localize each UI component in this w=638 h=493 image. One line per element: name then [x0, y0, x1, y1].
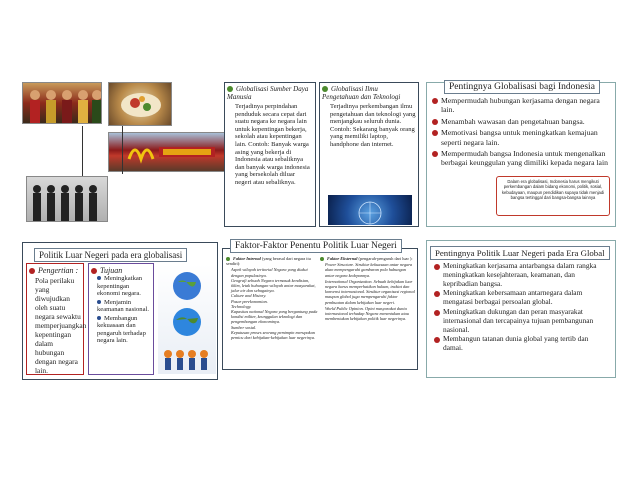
pentingnya-politik-item: Meningkatkan kerjasama antarbangsa dalam rangka meningkatkan kesejahteraan, keamanan, dan kepribadian bangsa.	[434, 262, 610, 288]
globe-icon	[328, 195, 412, 225]
globalisasi-sdm-panel	[224, 82, 316, 227]
internal-item: Culture and History.	[231, 293, 267, 299]
tujuan-box	[88, 263, 154, 375]
sdm-body: Terjadinya perpindahan penduduk secara cepat dari suatu negara ke negara lain untuk kepentingan bekerja, sekolah atau kepentingan lain. Contoh: Banyak warga asing yang bekerja di Indonesia atau sebaliknya dan banyak warga indonesia yang bersekolah diluar negeri atau sebaliknya.	[235, 103, 310, 186]
sdm-title: Globalisasi Sumber Daya Manusia	[227, 85, 309, 101]
pentingnya-politik-title: Pentingnya Politik Luar Negeri pada Era Global	[430, 246, 610, 260]
internal-list	[231, 267, 318, 340]
faktor-internal-col	[226, 256, 318, 340]
bullet-icon	[227, 86, 233, 92]
globe-people-image	[158, 264, 216, 374]
internal-item: Kapasitas national Negara yang bergantung pada kondisi militer, keunggulan teknologi dan pengembangan ekonominya.	[231, 309, 318, 325]
pentingnya-item: Mempermudah bangsa Indonesia untuk mengenalkan berbagai keunggulan yang dimiliki kepada negara lain	[432, 149, 612, 168]
faktor-title: Faktor-Faktor Penentu Politik Luar Negeri	[230, 239, 402, 253]
internal-item: Sumber sosial.	[231, 324, 257, 330]
arrow-line-1	[122, 126, 123, 174]
photo-collage	[22, 82, 227, 222]
pengertian-box	[26, 263, 87, 375]
eksternal-item: Power Structure. Struktur kekuasaan antar negara akan mempengaruhi gambaran pola hubungan antar negara kedepannya.	[325, 262, 413, 278]
iptek-body: Terjadinya perkembangan ilmu pengetahuan dan teknologi yang menjangkau seluruh dunia. Contoh: Sekarang banyak orang yang memiliki laptop, handphone dan internet.	[330, 103, 416, 148]
iptek-title: Globalisasi Ilmu Pengetahuan dan Teknologi	[322, 85, 401, 101]
faktor-eksternal-col	[320, 256, 416, 321]
tujuan-item: Menjamin keamanan nasional.	[97, 298, 149, 313]
pentingnya-item: Memotivasi bangsa untuk meningkatkan kemajuan seperti negara lain.	[432, 128, 612, 147]
group-members-icon	[27, 177, 108, 222]
indonesian-food-photo	[108, 82, 172, 126]
bullet-icon	[322, 86, 328, 92]
mcdonalds-restaurant-photo	[108, 132, 226, 172]
bullet-icon	[320, 257, 324, 261]
pentingnya-politik-item: Meningkatkan dukungan dan peran masyarakat internasional dan tercapainya tujuan pembangunan nasional.	[434, 308, 610, 334]
pentingnya-globalisasi-title: Pentingnya Globalisasi bagi Indonesia	[444, 80, 600, 94]
tujuan-title: Tujuan	[100, 266, 123, 275]
internal-item: Aspek wilayah teritorial Negara yang diakui dengan populasinya.	[231, 267, 308, 278]
bullet-icon	[29, 268, 35, 274]
bullet-icon	[97, 300, 101, 304]
people-figures-icon	[23, 83, 102, 124]
internal-item: Keputusan proses seorang pemimpin merupakan pemicu dari kebijakan-kebijakan luar negerinya.	[231, 329, 316, 341]
world-globe-icon	[158, 264, 216, 374]
globalisasi-callout: Dalam era globalisasi, Indonesia harus mengikuti perkembangan dalam bidang ekonomi, politik, sosial, kebudayaan, maupun pendidikan supaya tidak menjadi bangsa tertinggal dari bangsa-bangsa lainnya	[496, 176, 610, 216]
eksternal-item: International Organization. Sebuah kebijakan luar negara harus memperhatikan hukum, traktat dan konvensi internasional. Struktur organisasi regional maupun global juga mempengaruhi faktor pembuatan dalam kebijakan luar negeri.	[325, 278, 415, 305]
bullet-icon	[97, 316, 101, 320]
tujuan-list	[97, 275, 151, 345]
eksternal-sub: (pengaruh-pengaruh dari luar ):	[358, 256, 413, 261]
pentingnya-politik-item: Membangun tatanan dunia global yang tertib dan damai.	[434, 335, 610, 353]
kpop-group-photo	[26, 176, 108, 222]
eksternal-list	[325, 262, 416, 321]
globalisasi-iptek-panel	[319, 82, 419, 227]
arrow-line-2	[82, 126, 83, 176]
pentingnya-item: Mempermudah hubungan kerjasama dengan negara lain.	[432, 96, 612, 115]
pengertian-title: Pengertian :	[38, 266, 79, 275]
internal-sub: (yang berasal dari negara itu sendiri):	[226, 256, 311, 267]
pentingnya-politik-item: Meningkatkan kebersamaan antarnegara dalam mengatasi berbagai persoalan global.	[434, 289, 610, 307]
bullet-icon	[91, 268, 97, 274]
pengertian-body: Pola perilaku yang diwujudkan oleh suatu negara sewaktu memperjuangkan kepentingan dalam hubungan dengan negara lain.	[35, 276, 87, 375]
tujuan-item: Meningkatkan kepentingan ekonomi negara.	[97, 275, 143, 297]
internal-item: Technology.	[231, 303, 252, 309]
eksternal-item: World Public Opinion. Opini masyarakat dunia internasional terhadap Negara menentukan atau membentukan kebijakan politik luar negerinya.	[325, 305, 409, 322]
food-plate-icon	[109, 83, 172, 126]
politik-era-title: Politik Luar Negeri pada era globalisasi	[34, 248, 187, 262]
internal-title: Faktor Internal	[233, 256, 261, 261]
globe-network-image	[328, 195, 412, 225]
restaurant-sign-icon	[109, 133, 226, 172]
pentingnya-list	[432, 96, 612, 170]
pentingnya-item: Menambah wawasan dan pengetahuan bangsa.	[432, 117, 612, 126]
traditional-dress-photo	[22, 82, 102, 124]
internal-item: Pasar perekonomian.	[231, 298, 268, 304]
pentingnya-politik-list	[434, 262, 610, 355]
bullet-icon	[97, 276, 101, 280]
tujuan-item: Membangun kekuasaan dan pengaruh terhadap negara lain.	[97, 314, 146, 344]
internal-item: Geografi sebuah Negara termasuk kendisian, iklim, letak hubungan wilayah antar masyarakat, jalur air dan sebagainya.	[231, 277, 316, 294]
eksternal-title: Faktor Eksternal	[327, 256, 358, 261]
